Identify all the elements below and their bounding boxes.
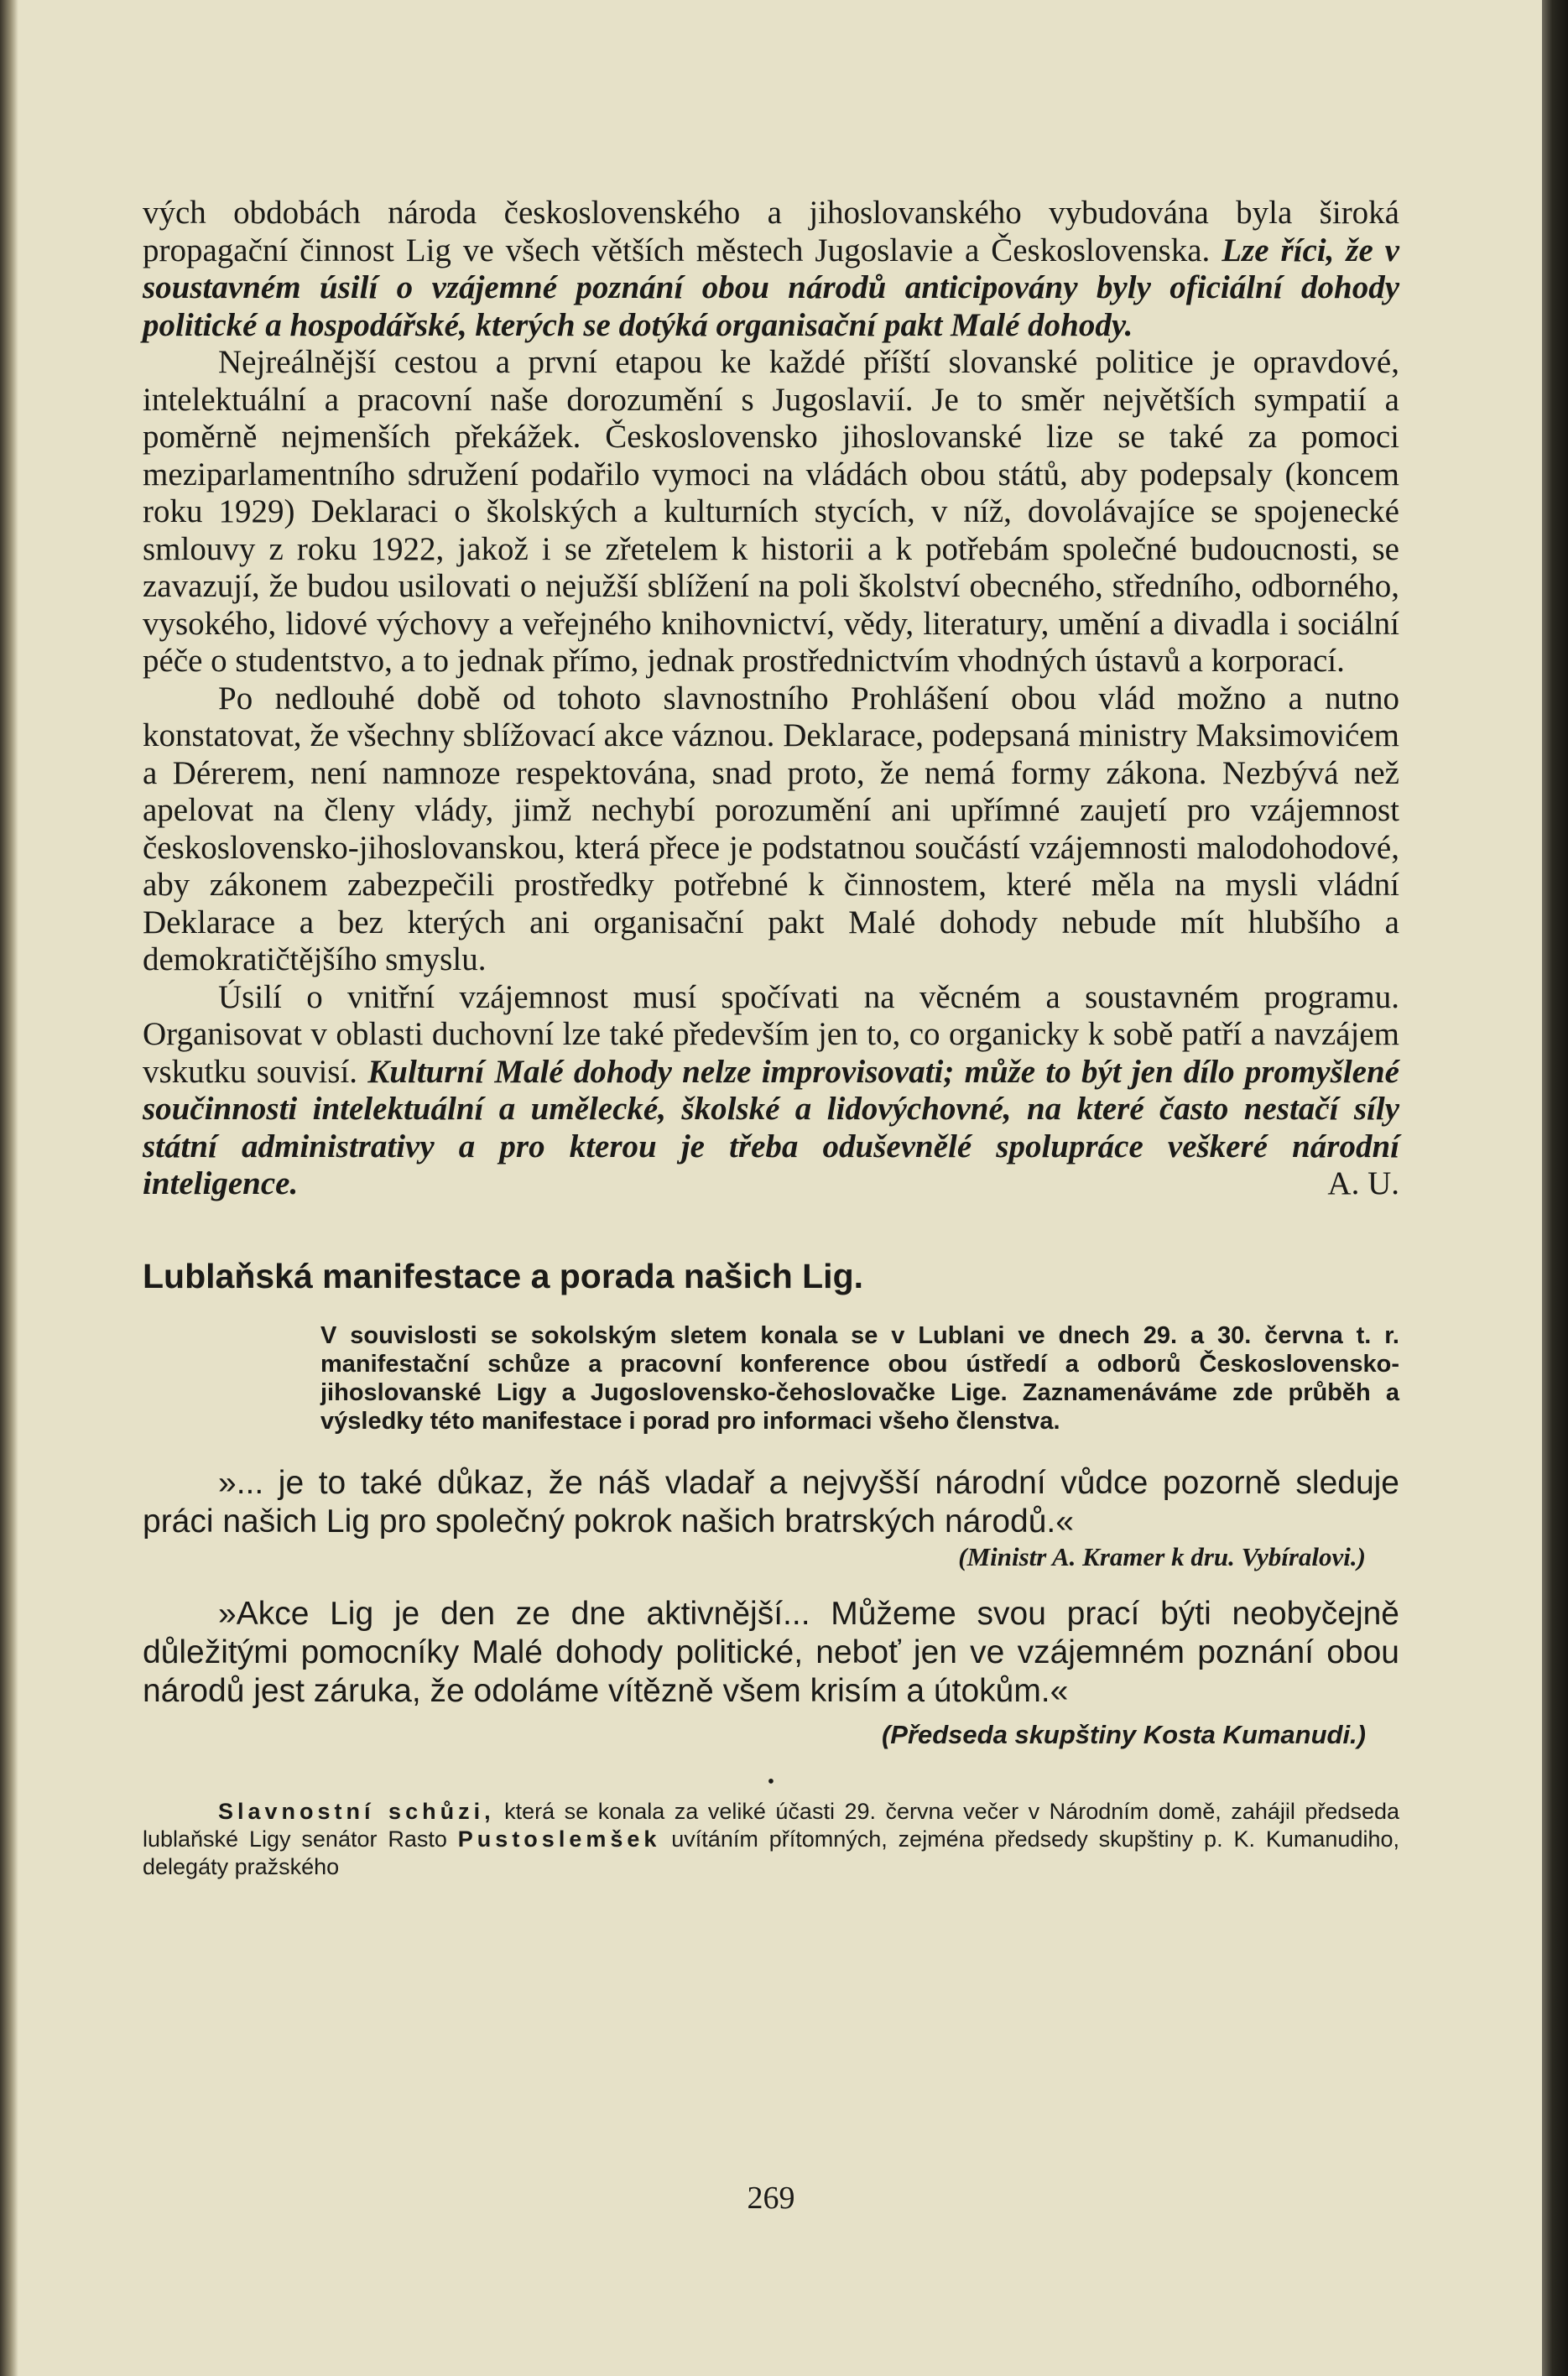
paragraph-4-emphasis: Kulturní Malé dohody nelze improvisovati; může to být jen dílo promyšlené součinnosti intelektuální a umělecké, školské a lidovýchovné, na které často nestačí síly státní administrativy a pro kterou je třeba oduševnělé spolupráce veškeré národní inteligence. xyxy=(143,1053,1399,1201)
page-number: 269 xyxy=(747,2181,795,2216)
footer-text-1: která se konala za veliké účasti 29. června večer v Národním domě, zahájil předseda lublaňské Ligy senátor Rasto xyxy=(143,1798,1399,1852)
quote-1-text: »... je to také důkaz, že náš vladař a nejvyšší národní vůdce pozorně sleduje práci našich Lig pro společný pokrok našich bratrských národů.« xyxy=(143,1464,1399,1540)
page-spine-shadow xyxy=(0,0,18,2376)
paragraph-4 xyxy=(143,979,1399,1203)
paragraph-1-text: vých obdobách národa československého a jihoslovanského vybudována byla široká propagační činnost Lig ve všech větších městech Jugoslavie a Československa. xyxy=(143,195,1399,268)
section-heading: Lublaňská manifestace a porada našich Lig. xyxy=(143,1256,863,1295)
paragraph-4-text: Úsilí o vnitřní vzájemnost musí spočívati na věcném a soustavném programu. Organisovat v oblasti duchovní lze také především jen to, co organicky k sobě patří a navzájem vskutku souvisí. xyxy=(143,978,1399,1090)
author-signature: A. U. xyxy=(1327,1165,1399,1201)
footer-paragraph xyxy=(143,1798,1399,1881)
paragraph-1 xyxy=(143,195,1399,344)
quote-1-source: (Ministr A. Kramer k dru. Vybíralovi.) xyxy=(958,1541,1366,1571)
separator-dot: • xyxy=(767,1770,775,1793)
footer-spaced-1: Slavnostní schůzi, xyxy=(218,1798,495,1824)
quote-2-text xyxy=(143,1595,1399,1749)
paragraph-3: Po nedlouhé době od tohoto slavnostního Prohlášení obou vlád možno a nutno konstatovat, že všechny sblížovací akce váznou. Deklarace, podepsaná ministry Maksimovićem a Dérerem, není namnoze respektována, snad proto, že nemá formy zákona. Nezbývá než apelovat na členy vlády, jimž nechybí porozumění ani upřímné zaujetí pro vzájemnost československo-jihoslovanskou, která přece je podstatnou součástí vzájemnosti malodohodové, aby zákonem zabezpečili prostředky potřebné k činnostem, které měla na mysli vládní Deklarace a bez kterých ani organisační pakt Malé dohody nebude mít hlubšího a demokratičtějšího smyslu. xyxy=(143,680,1399,977)
footer-text-2: uvítáním přítomných, zejména předsedy skupštiny p. K. Kumanudiho, delegáty pražského xyxy=(143,1826,1399,1879)
page-edge-shadow xyxy=(1542,0,1568,2376)
section-lead: V souvislosti se sokolským sletem konala se v Lublani ve dnech 29. a 30. června t. r. manifestační schůze a pracovní konference obou ústředí a odborů Československo-jihoslovanské Ligy a Jugoslovensko-čehoslovačke Lige. Zaznamenáváme zde průběh a výsledky této manifestace i porad pro informaci všeho členstva. xyxy=(320,1321,1399,1435)
footer-spaced-2: Pustoslemšek xyxy=(457,1826,661,1852)
paragraph-1-emphasis: Lze říci, že v soustavném úsilí o vzájemné poznání obou národů anticipovány byly oficiální dohody politické a hospodářské, kterých se dotýká organisační pakt Malé dohody. xyxy=(143,232,1399,343)
quote-2-source: (Předseda skupštiny Kosta Kumanudi.) xyxy=(881,1719,1366,1749)
paragraph-2: Nejreálnější cestou a první etapou ke každé příští slovanské politice je opravdové, intelektuální a pracovní naše dorozumění s Jugoslavií. Je to směr největších sympatií a poměrně nejmenších překážek. Československo jihoslovanské lize se také za pomoci meziparlamentního sdružení podařilo vymoci na vládách obou států, aby podepsaly (koncem roku 1929) Deklaraci o školských a kulturních stycích, v níž, dovolávajíce se spojenecké smlouvy z roku 1922, jakož i se zřetelem k historii a k potřebám společné budoucnosti, se zavazují, že budou usilovati o nejužší sblížení na poli školství obecného, středního, odborného, vysokého, lidové výchovy a veřejného knihovnictví, vědy, literatury, umění a divadla i sociální péče o studentstvo, a to jednak přímo, jednak prostřednictvím vhodných ústavů a korporací. xyxy=(143,344,1399,679)
page-content xyxy=(143,195,1399,1881)
quote-2-body: »Akce Lig je den ze dne aktivnější... Můžeme svou prací býti neobyčejně důležitými pomocníky Malé dohody politické, neboť jen ve vzájemném poznání obou národů jest záruka, že odoláme vítězně všem krisím a útokům.« xyxy=(143,1595,1399,1709)
